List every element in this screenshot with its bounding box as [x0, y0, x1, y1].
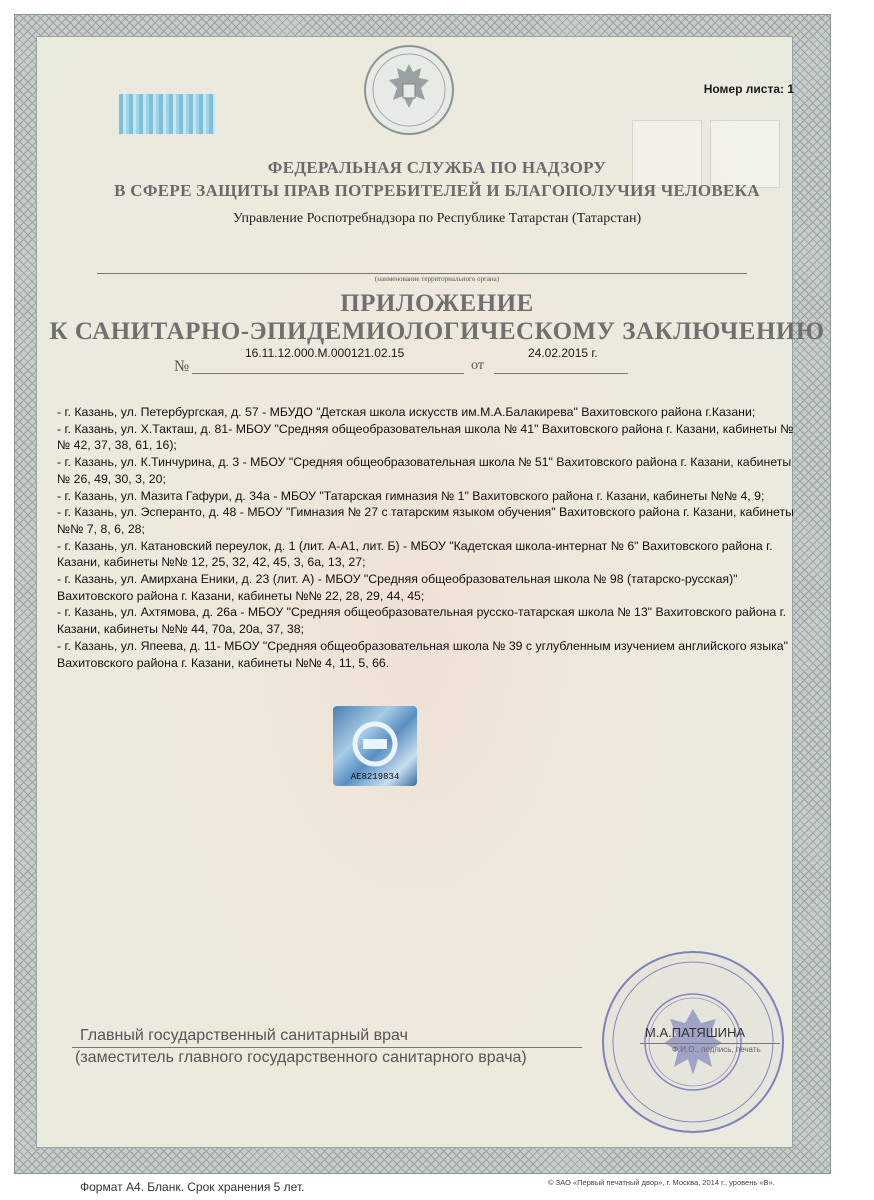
list-item: - г. Казань, ул. Амирхана Еники, д. 23 (лит. А) - МБОУ "Средняя общеобразовательная школа № 98 (татарско-русская)" Вахитовского района г. Казани, кабинеты №№ 22, 28, 29, 44, 45; [57, 572, 738, 603]
list-item: - г. Казань, ул. Ахтямова, д. 26а - МБОУ "Средняя общеобразовательная русско-татарская школа № 13" Вахитовского района г. Казани, кабинеты №№ 44, 70а, 20а, 37, 38; [57, 605, 787, 637]
coat-of-arms-emblem [361, 42, 457, 138]
signatory-title: Главный государственный санитарный врач [80, 1027, 408, 1044]
document-title-line1: ПРИЛОЖЕНИЕ [340, 290, 534, 317]
signatory-underline [72, 1047, 582, 1048]
list-item: - г. Казань, ул. Эсперанто, д. 48 - МБОУ "Гимназия № 27 с татарским языком обучения" Вахитовского района г. Казани, кабинеты №№ 7, 8, 6, 28; [57, 505, 794, 536]
official-seal-stamp [598, 947, 788, 1137]
list-item: - г. Казань, ул. Япеева, д. 11- МБОУ "Средняя общеобразовательная школа № 39 с углубленным изучением английского языка" Вахитовского района г. Казани, кабинеты №№ 4, 11, 5, 66. [57, 638, 788, 670]
list-item: - г. Казань, ул. Х.Такташ, д. 81- МБОУ "Средняя общеобразовательная школа № 41" Вахитовского района г. Казани, кабинеты №№ 42, 37, 38, 61, 16); [57, 421, 794, 453]
list-item: - г. Казань, ул. Катановский переулок, д. 1 (лит. А-А1, лит. Б) - МБОУ "Кадетская школа-интернат № 6" Вахитовского района г. Казани, кабинеты №№ 12, 25, 32, 42, 45, 3, 6а, 13, 27; [57, 538, 773, 570]
number-label: № [174, 358, 190, 375]
printer-copyright: © ЗАО «Первый печатный двор», г. Москва, 2014 г., уровень «В». [548, 1178, 775, 1187]
date-underline [494, 373, 628, 374]
authority-underline [97, 273, 747, 274]
number-underline [192, 373, 464, 374]
org-title-line2: В СФЕРЕ ЗАЩИТЫ ПРАВ ПОТРЕБИТЕЛЕЙ И БЛАГОПОЛУЧИЯ ЧЕЛОВЕКА [114, 181, 760, 200]
org-title-line1: ФЕДЕРАЛЬНАЯ СЛУЖБА ПО НАДЗОРУ [267, 158, 607, 177]
signatory-subtitle: (заместитель главного государственного санитарного врача) [75, 1049, 527, 1066]
document-date: 24.02.2015 г. [528, 346, 598, 360]
signature-caption: Ф.И.О., подпись, печать [672, 1045, 761, 1054]
authority-name: Управление Роспотребнадзора по Республике Татарстан (Татарстан) [232, 211, 642, 226]
list-item: - г. Казань, ул. Петербургская, д. 57 - МБУДО "Детская школа искусств им.М.А.Балакирева" Вахитовского района г.Казани; [57, 405, 756, 419]
entries-list [57, 404, 802, 671]
document-title-line2: К САНИТАРНО-ЭПИДЕМИОЛОГИЧЕСКОМУ ЗАКЛЮЧЕНИЮ [49, 318, 825, 345]
authority-caption: (наименование территориального органа) [374, 275, 500, 283]
signature-underline [640, 1043, 780, 1044]
hologram-strip [119, 94, 215, 134]
list-item: - г. Казань, ул. Мазита Гафури, д. 34а - МБОУ "Татарская гимназия № 1" Вахитовского района г. Казани, кабинеты №№ 4, 9; [57, 488, 765, 503]
form-format-note: Формат А4. Бланк. Срок хранения 5 лет. [80, 1180, 305, 1194]
date-label: от [471, 358, 484, 373]
document-number: 16.11.12.000.М.000121.02.15 [245, 346, 405, 360]
sheet-number: Номер листа: 1 [703, 82, 794, 96]
signatory-name: М.А.ПАТЯШИНА [645, 1025, 746, 1040]
list-item: - г. Казань, ул. К.Тинчурина, д. 3 - МБОУ "Средняя общеобразовательная школа № 51" Вахитовского района г. Казани, кабинеты № 26, 49, 30, 3, 20; [57, 455, 792, 486]
hologram-code: AE8219834 [350, 772, 400, 782]
